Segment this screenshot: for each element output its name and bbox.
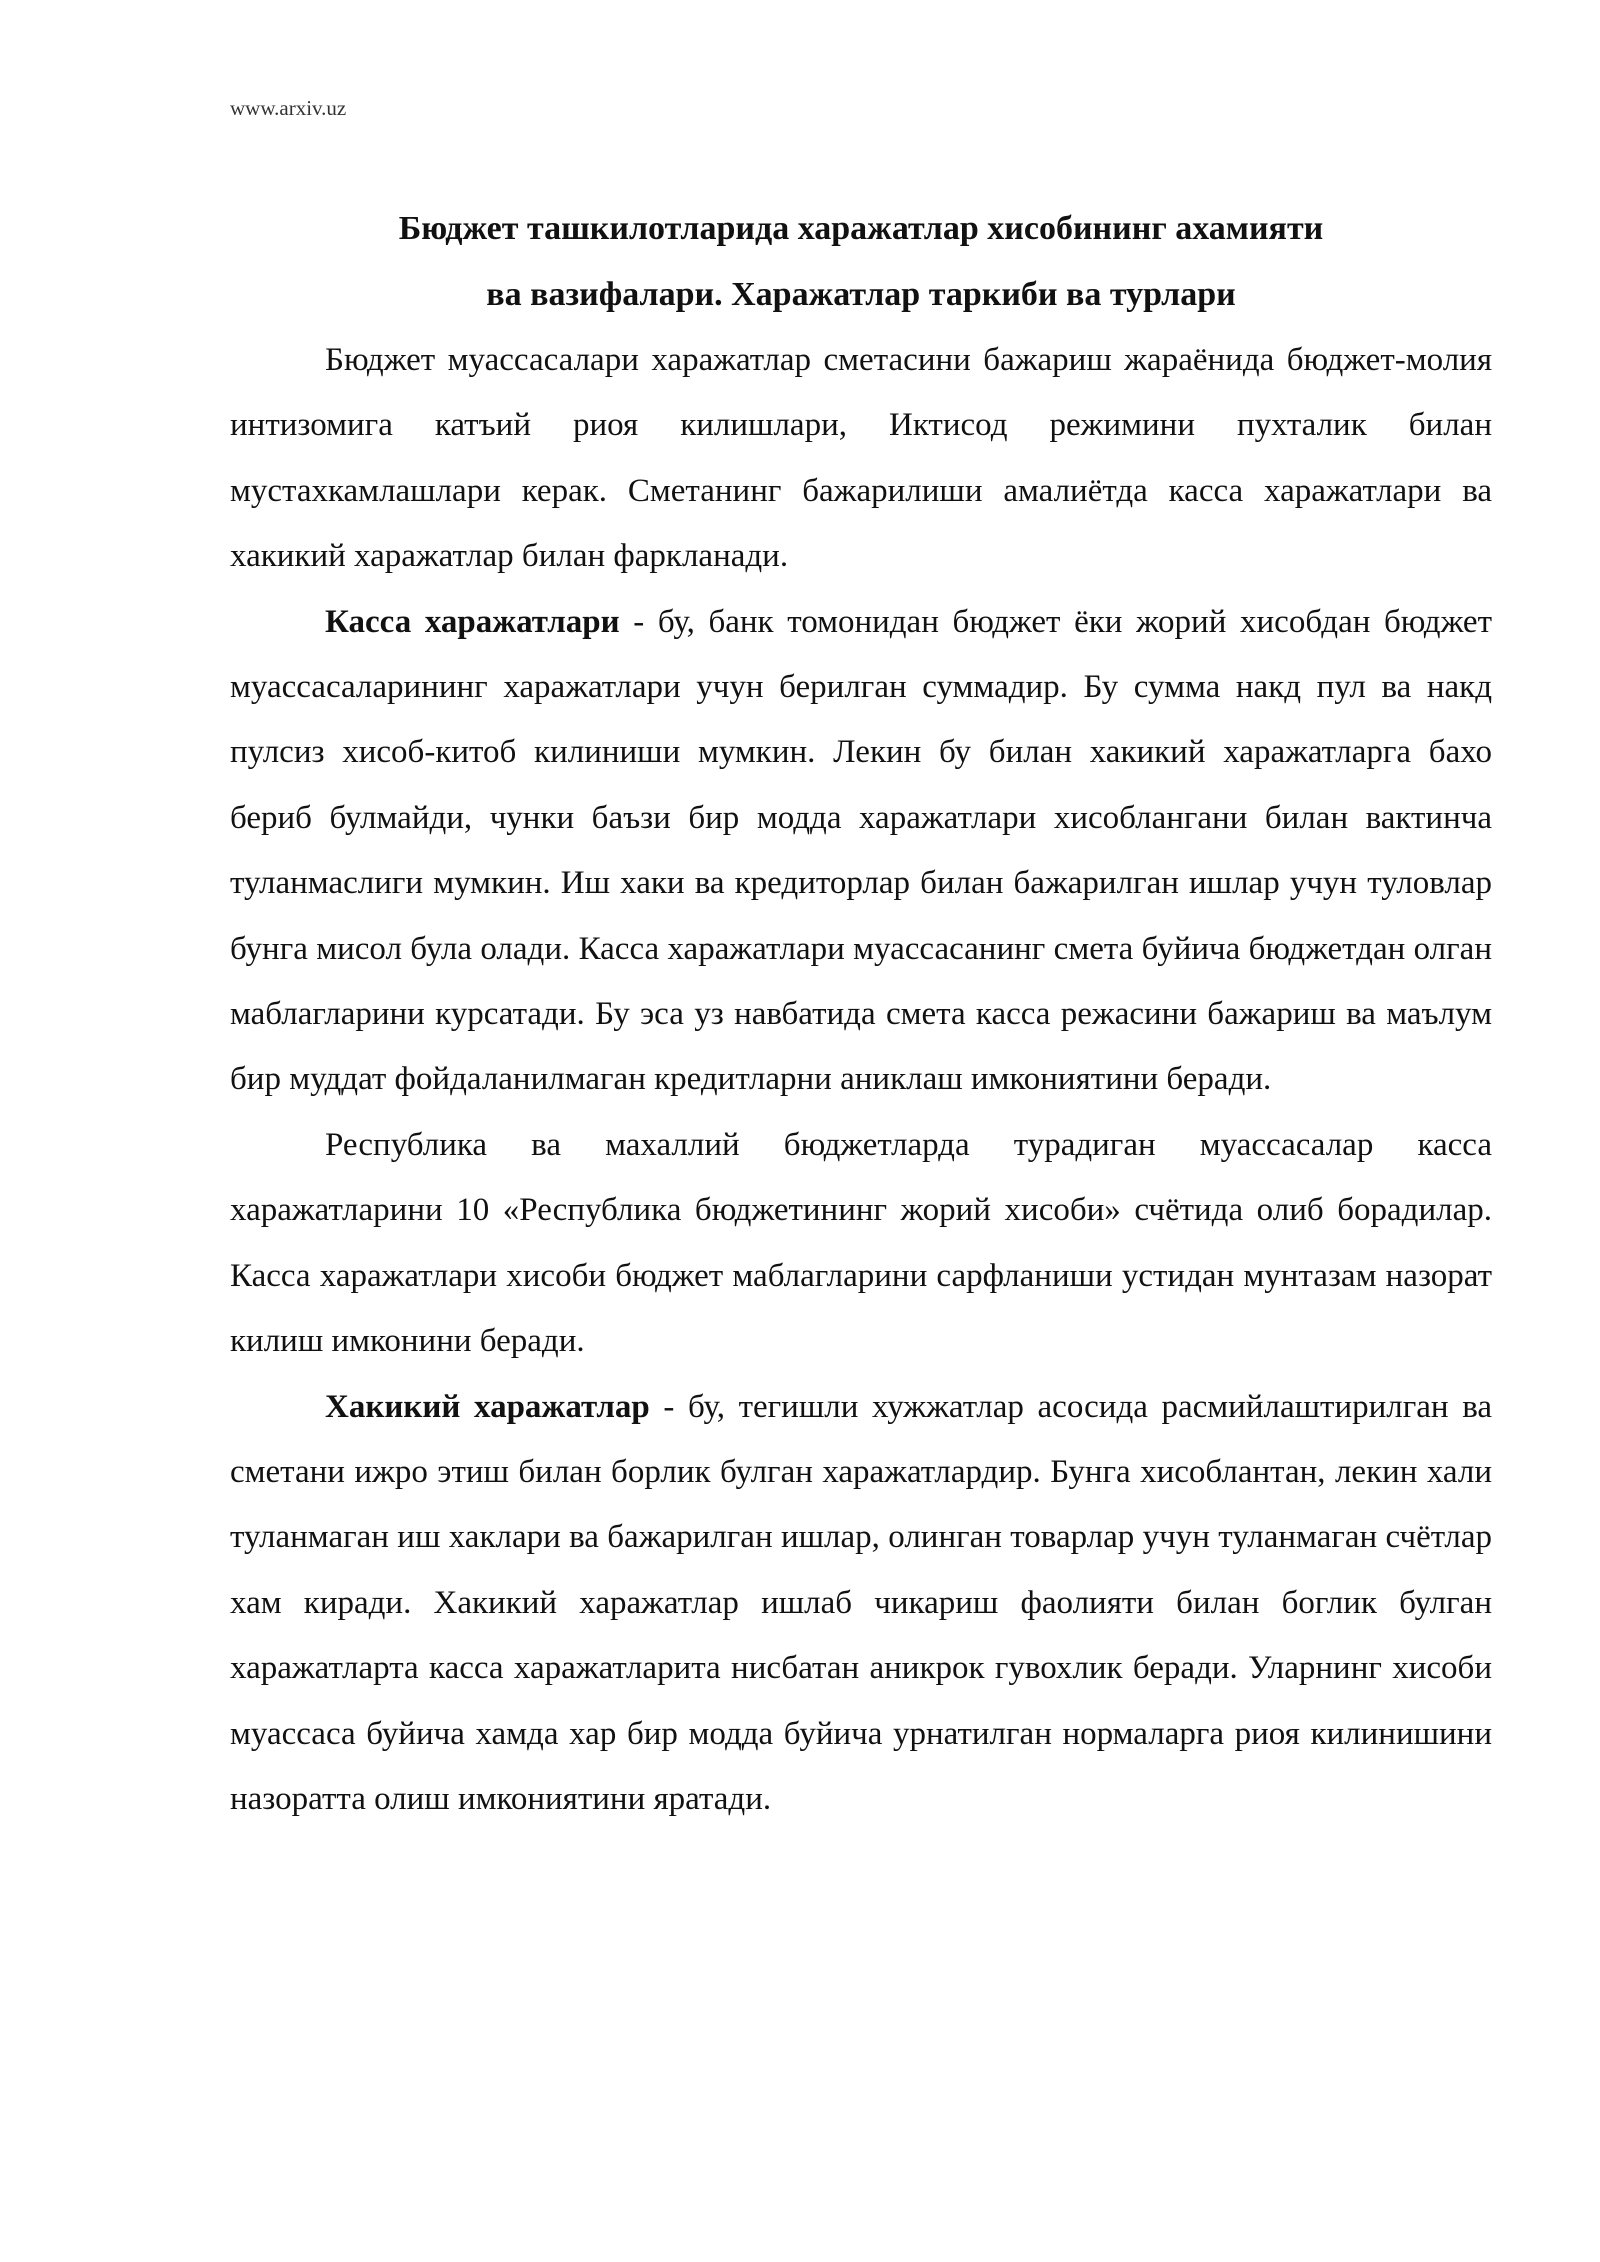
document-title [230,196,1492,328]
paragraph-cash-expenses-text: - бу, банк томонидан бюджет ёки жорий хисобдан бюджет муассасаларининг харажатлари учун берилган суммадир. Бу сумма накд пул ва накд пулсиз хисоб-китоб килиниши мумкин. Лекин бу билан хакикий харажатларга бахо бериб булмайди, чунки баъзи бир модда харажатлари хисоблангани билан вактинча туланмаслиги мумкин. Иш хаки ва кредиторлар билан бажарилган ишлар учун туловлар бунга мисол була олади. Касса харажатлари муассасанинг смета буйича бюджетдан олган маблагларини курсатади. Бу эса уз навбатида смета касса режасини бажариш ва маълум бир муддат фойдаланилмаган кредитларни аниклаш имкониятини беради. [230,603,1492,1098]
paragraph-cash-expenses [230,590,1492,1113]
paragraph-republic-budget: Республика ва махаллий бюджетларда турадиган муассасалар касса харажатларини 10 «Республика бюджетининг жорий хисоби» счётида олиб борадилар. Касса харажатлари хисоби бюджет маблагларини сарфланиши устидан мунтазам назорат килиш имконини беради. [230,1126,1492,1360]
page-body [230,196,1492,1832]
title-line-1: Бюджет ташкилотларида харажатлар хисобининг ахамияти [398,210,1324,247]
paragraph-intro: Бюджет муассасалари харажатлар сметасини бажариш жараёнида бюджет-молия интизомига катъий риоя килишлари, Иктисод режимини пухталик билан мустахкамлашлари керак. Сметанинг бажарилиши амалиётда касса харажатлари ва хакикий харажатлар билан фаркланади. [230,342,1492,575]
term-actual-expenses: Хакикий харажатлар [325,1388,650,1425]
paragraph-actual-expenses [230,1375,1492,1833]
paragraph-actual-expenses-text: - бу, тегишли хужжатлар асосида расмийлаштирилган ва сметани ижро этиш билан борлик булган харажатлардир. Бунга хисоблантан, лекин хали туланмаган иш хаклари ва бажарилган ишлар, олинган товарлар учун туланмаган счётлар хам киради. Хакикий харажатлар ишлаб чикариш фаолияти билан боглик булган харажатларта касса харажатларита нисбатан аникрок гувохлик беради. Уларнинг хисоби муассаса буйича хамда хар бир модда буйича урнатилган нормаларга риоя килинишини назоратта олиш имкониятини яратади. [230,1388,1492,1817]
term-cash-expenses: Касса харажатлари [325,603,620,640]
header-url: www.arxiv.uz [230,96,347,120]
title-line-2: ва вазифалари. Харажатлар таркиби ва турлари [486,276,1236,313]
